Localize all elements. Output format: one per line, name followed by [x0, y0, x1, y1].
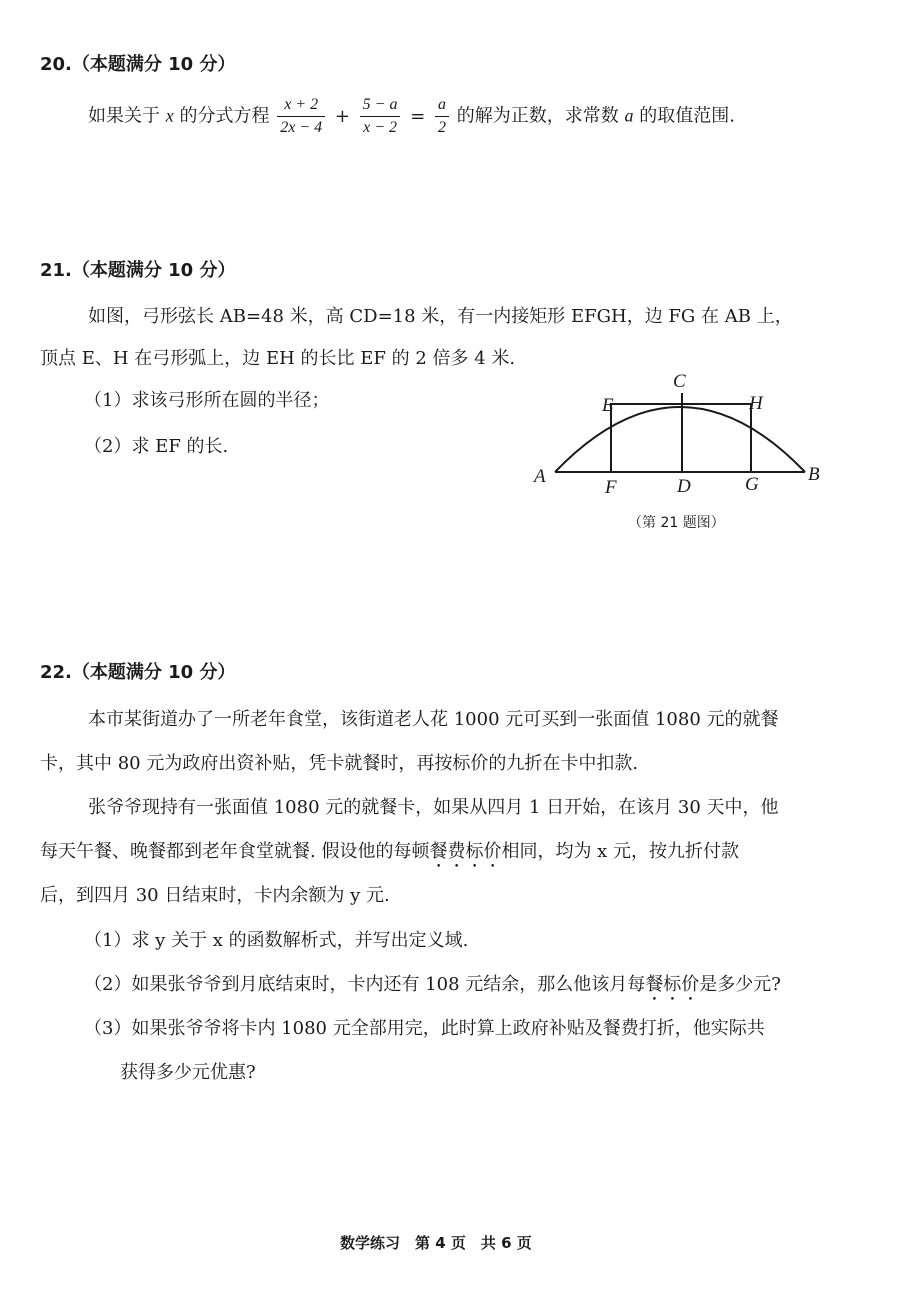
q22-subquestion-2 [84, 970, 781, 1005]
q21-subquestion-2: （2）求 EF 的长. [84, 436, 229, 457]
q22-emphasis-meal-price-2: 餐标价 [645, 974, 700, 995]
q20-fraction-2-denominator: x − 2 [363, 119, 398, 136]
q20-fraction-2-numerator: 5 − a [360, 94, 401, 117]
label-a: A [534, 466, 546, 487]
q20-statement [88, 94, 735, 139]
q21-line-1: 如图，弓形弦长 AB=48 米，高 CD=18 米，有一内接矩形 EFGH，边 FG 在 AB 上， [88, 306, 793, 327]
q21-header: 21.（本题满分 10 分） [40, 260, 236, 281]
arc-curve [555, 407, 805, 472]
label-c: C [673, 371, 686, 392]
q20-fraction-3-numerator: a [435, 94, 449, 117]
label-f: F [605, 477, 617, 498]
q22-subquestion-3: （3）如果张爷爷将卡内 1080 元全部用完，此时算上政府补贴及餐费打折，他实际共 [84, 1018, 765, 1039]
q22-subquestion-3-cont: 获得多少元优惠? [120, 1062, 256, 1083]
label-e: E [602, 395, 614, 416]
label-h: H [749, 393, 763, 414]
q20-var-x: x [165, 105, 174, 126]
q22-line-1: 本市某街道办了一所老年食堂，该街道老人花 1000 元可买到一张面值 1080 元的就餐 [88, 709, 779, 730]
q20-fraction-1-numerator: x + 2 [277, 94, 325, 117]
q20-text-1: 如果关于 [88, 105, 160, 127]
q21-subquestion-1: （1）求该弓形所在圆的半径； [84, 390, 330, 411]
q20-plus-sign: + [334, 105, 350, 127]
q20-fraction-2 [360, 94, 401, 139]
q22-subquestion-1: （1）求 y 关于 x 的函数解析式，并写出定义域. [84, 930, 469, 951]
q22-line-4-part-1: 每天午餐、晚餐都到老年食堂就餐. 假设他的每顿 [40, 841, 430, 862]
q21-line-2: 顶点 E、H 在弓形弧上，边 EH 的长比 EF 的 2 倍多 4 米. [40, 348, 516, 369]
q22-line-3: 张爷爷现持有一张面值 1080 元的就餐卡，如果从四月 1 日开始，在该月 30 天中，他 [88, 797, 779, 818]
q20-text-3: 的解为正数，求常数 [456, 105, 619, 127]
q22-header: 22.（本题满分 10 分） [40, 662, 236, 683]
label-g: G [745, 474, 759, 495]
label-b: B [808, 464, 820, 485]
q21-figure [520, 362, 840, 502]
q22-subquestion-2-part-1: （2）如果张爷爷到月底结束时，卡内还有 108 元结余，那么他该月每 [84, 974, 646, 995]
q20-fraction-1 [277, 94, 325, 139]
q22-emphasis-meal-price: 餐费标价 [429, 841, 502, 862]
q22-line-4-part-3: 相同，均为 x 元，按九折付款 [501, 841, 740, 862]
q20-text-4: 的取值范围. [639, 105, 735, 127]
q20-var-a: a [624, 105, 634, 126]
q20-fraction-3-denominator: 2 [438, 119, 447, 136]
q20-text-2: 的分式方程 [179, 105, 270, 127]
q20-equals-sign: = [410, 105, 426, 127]
q22-subquestion-2-part-3: 是多少元? [699, 974, 781, 995]
q22-line-4 [40, 837, 739, 872]
q20-header: 20.（本题满分 10 分） [40, 54, 236, 75]
q22-line-5: 后，到四月 30 日结束时，卡内余额为 y 元. [40, 885, 390, 906]
q21-figure-caption: （第 21 题图） [628, 515, 725, 531]
q20-fraction-1-denominator: 2x − 4 [280, 119, 323, 136]
label-d: D [677, 476, 691, 497]
q20-fraction-3 [435, 94, 449, 139]
q22-line-2: 卡，其中 80 元为政府出资补贴，凭卡就餐时，再按标价的九折在卡中扣款. [40, 753, 639, 774]
page-footer: 数学练习 第 4 页 共 6 页 [340, 1234, 532, 1252]
